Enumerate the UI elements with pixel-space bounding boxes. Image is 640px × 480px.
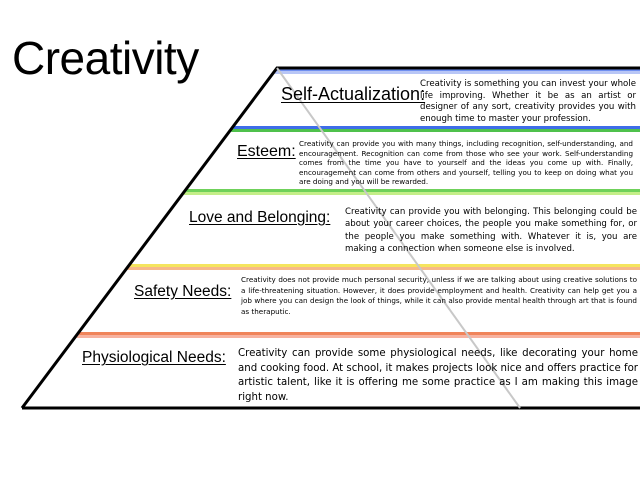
- level-description-esteem: Creativity can provide you with many things, including recognition, self-understanding, and encouragement. Recognition can come from those who see your work. Self-understanding comes from the time you have to yourself and the ideas you come up with. Finally, encouragement can come from others and yourself, telling you to keep on doing what you are doing and you will be rewarded.: [299, 139, 633, 187]
- band-esteem-1: [234, 126, 640, 129]
- band-safety-needs-2: [128, 267, 640, 270]
- level-label-esteem: Esteem:: [237, 143, 296, 160]
- band-physiological-needs-2: [77, 335, 640, 338]
- band-physiological-needs-1: [79, 332, 640, 335]
- level-description-self-actualization: Creativity is something you can invest your whole life improving. Whether it be as an artist or designer of any sort, creativity provides you with enough time to master your profession.: [420, 79, 636, 124]
- band-love-and-belonging-1: [186, 189, 640, 192]
- band-safety-needs-1: [130, 264, 640, 267]
- level-description-physiological-needs: Creativity can provide some physiological needs, like decorating your home and cooking food. At school, it makes projects look nice and offers practice for artistic talent, like it is offering me some practice as I am making this image right now.: [238, 348, 638, 403]
- level-description-love-and-belonging: Creativity can provide you with belonging. This belonging could be about your career choices, the people you make something for, or the people you make something with. Whatever it is, you are making a connection when someone else is involved.: [345, 207, 637, 254]
- level-label-self-actualization: Self-Actualization:: [281, 84, 426, 104]
- page-title: Creativity: [12, 32, 199, 84]
- level-description-safety-needs: Creativity does not provide much personal security, unless if we are talking about using creative solutions to a life-threatening situation. However, it does provide employment and health. Creativity can help get you a job where you can design the look of things, while it can also provide mental health through art that is found as theraputic.: [241, 275, 637, 316]
- level-label-safety-needs: Safety Needs:: [134, 283, 232, 300]
- level-label-love-and-belonging: Love and Belonging:: [189, 209, 331, 226]
- band-love-and-belonging-2: [184, 192, 640, 195]
- band-self-actualization-2: [275, 71, 640, 74]
- level-label-physiological-needs: Physiological Needs:: [82, 349, 226, 366]
- band-esteem-2: [231, 129, 640, 132]
